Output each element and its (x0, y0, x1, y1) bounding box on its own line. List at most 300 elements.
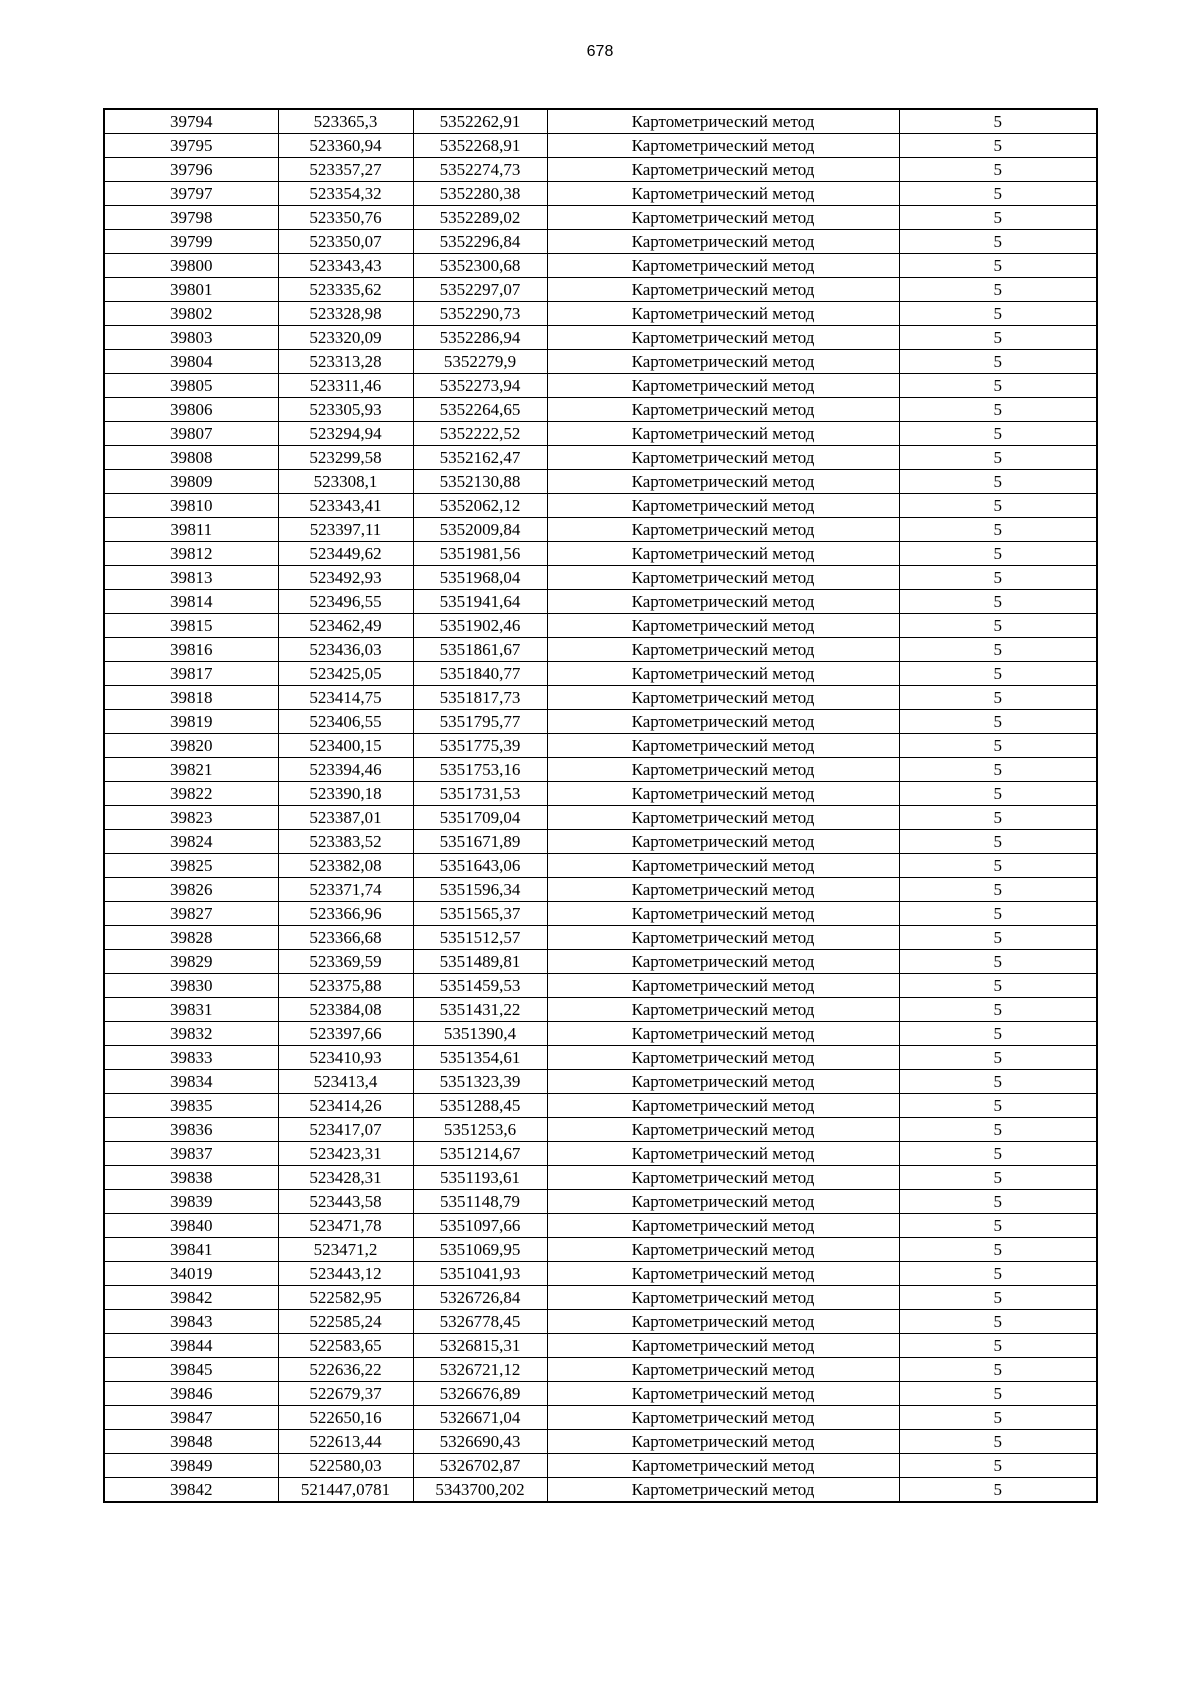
method-cell: Картометрический метод (547, 470, 899, 494)
table-row (104, 422, 1097, 446)
x-coordinate-cell: 523413,4 (278, 1070, 413, 1094)
accuracy-cell: 5 (899, 374, 1097, 398)
y-coordinate-cell: 5352222,52 (413, 422, 547, 446)
y-coordinate-cell: 5351253,6 (413, 1118, 547, 1142)
method-cell: Картометрический метод (547, 158, 899, 182)
accuracy-cell: 5 (899, 1142, 1097, 1166)
point-number-cell: 39839 (104, 1190, 278, 1214)
accuracy-cell: 5 (899, 230, 1097, 254)
method-cell: Картометрический метод (547, 1358, 899, 1382)
coordinates-table (103, 108, 1098, 1503)
method-cell: Картометрический метод (547, 374, 899, 398)
point-number-cell: 39799 (104, 230, 278, 254)
table-row (104, 782, 1097, 806)
table-row (104, 109, 1097, 134)
point-number-cell: 39835 (104, 1094, 278, 1118)
y-coordinate-cell: 5326778,45 (413, 1310, 547, 1334)
x-coordinate-cell: 523443,12 (278, 1262, 413, 1286)
accuracy-cell: 5 (899, 878, 1097, 902)
x-coordinate-cell: 523375,88 (278, 974, 413, 998)
accuracy-cell: 5 (899, 902, 1097, 926)
table-row (104, 1166, 1097, 1190)
y-coordinate-cell: 5326726,84 (413, 1286, 547, 1310)
x-coordinate-cell: 523371,74 (278, 878, 413, 902)
y-coordinate-cell: 5351288,45 (413, 1094, 547, 1118)
table-row (104, 686, 1097, 710)
table-row (104, 1286, 1097, 1310)
method-cell: Картометрический метод (547, 1406, 899, 1430)
table-row (104, 518, 1097, 542)
point-number-cell: 39848 (104, 1430, 278, 1454)
point-number-cell: 39834 (104, 1070, 278, 1094)
x-coordinate-cell: 523313,28 (278, 350, 413, 374)
x-coordinate-cell: 523417,07 (278, 1118, 413, 1142)
y-coordinate-cell: 5351840,77 (413, 662, 547, 686)
method-cell: Картометрический метод (547, 326, 899, 350)
y-coordinate-cell: 5351354,61 (413, 1046, 547, 1070)
accuracy-cell: 5 (899, 518, 1097, 542)
table-row (104, 902, 1097, 926)
point-number-cell: 39825 (104, 854, 278, 878)
y-coordinate-cell: 5352286,94 (413, 326, 547, 350)
y-coordinate-cell: 5326721,12 (413, 1358, 547, 1382)
accuracy-cell: 5 (899, 566, 1097, 590)
y-coordinate-cell: 5351390,4 (413, 1022, 547, 1046)
table-row (104, 1334, 1097, 1358)
y-coordinate-cell: 5352273,94 (413, 374, 547, 398)
point-number-cell: 39831 (104, 998, 278, 1022)
table-row (104, 566, 1097, 590)
x-coordinate-cell: 522636,22 (278, 1358, 413, 1382)
y-coordinate-cell: 5351459,53 (413, 974, 547, 998)
point-number-cell: 39843 (104, 1310, 278, 1334)
point-number-cell: 39812 (104, 542, 278, 566)
accuracy-cell: 5 (899, 806, 1097, 830)
accuracy-cell: 5 (899, 1310, 1097, 1334)
method-cell: Картометрический метод (547, 1070, 899, 1094)
method-cell: Картометрический метод (547, 1190, 899, 1214)
y-coordinate-cell: 5351069,95 (413, 1238, 547, 1262)
point-number-cell: 39815 (104, 614, 278, 638)
x-coordinate-cell: 523382,08 (278, 854, 413, 878)
x-coordinate-cell: 523414,75 (278, 686, 413, 710)
table-row (104, 278, 1097, 302)
method-cell: Картометрический метод (547, 830, 899, 854)
accuracy-cell: 5 (899, 974, 1097, 998)
point-number-cell: 39845 (104, 1358, 278, 1382)
y-coordinate-cell: 5351214,67 (413, 1142, 547, 1166)
method-cell: Картометрический метод (547, 758, 899, 782)
x-coordinate-cell: 523436,03 (278, 638, 413, 662)
method-cell: Картометрический метод (547, 1262, 899, 1286)
y-coordinate-cell: 5352280,38 (413, 182, 547, 206)
accuracy-cell: 5 (899, 1118, 1097, 1142)
accuracy-cell: 5 (899, 422, 1097, 446)
point-number-cell: 39809 (104, 470, 278, 494)
x-coordinate-cell: 523397,11 (278, 518, 413, 542)
accuracy-cell: 5 (899, 1046, 1097, 1070)
y-coordinate-cell: 5352290,73 (413, 302, 547, 326)
method-cell: Картометрический метод (547, 974, 899, 998)
x-coordinate-cell: 522580,03 (278, 1454, 413, 1478)
accuracy-cell: 5 (899, 950, 1097, 974)
point-number-cell: 39832 (104, 1022, 278, 1046)
x-coordinate-cell: 523400,15 (278, 734, 413, 758)
y-coordinate-cell: 5343700,202 (413, 1478, 547, 1503)
table-row (104, 134, 1097, 158)
method-cell: Картометрический метод (547, 398, 899, 422)
point-number-cell: 39806 (104, 398, 278, 422)
point-number-cell: 39807 (104, 422, 278, 446)
x-coordinate-cell: 523328,98 (278, 302, 413, 326)
accuracy-cell: 5 (899, 446, 1097, 470)
method-cell: Картометрический метод (547, 878, 899, 902)
x-coordinate-cell: 522585,24 (278, 1310, 413, 1334)
point-number-cell: 34019 (104, 1262, 278, 1286)
point-number-cell: 39795 (104, 134, 278, 158)
point-number-cell: 39840 (104, 1214, 278, 1238)
method-cell: Картометрический метод (547, 109, 899, 134)
x-coordinate-cell: 523471,78 (278, 1214, 413, 1238)
y-coordinate-cell: 5351041,93 (413, 1262, 547, 1286)
x-coordinate-cell: 523425,05 (278, 662, 413, 686)
method-cell: Картометрический метод (547, 518, 899, 542)
x-coordinate-cell: 523428,31 (278, 1166, 413, 1190)
table-row (104, 398, 1097, 422)
point-number-cell: 39846 (104, 1382, 278, 1406)
point-number-cell: 39819 (104, 710, 278, 734)
point-number-cell: 39813 (104, 566, 278, 590)
y-coordinate-cell: 5352268,91 (413, 134, 547, 158)
table-row (104, 230, 1097, 254)
table-row (104, 806, 1097, 830)
accuracy-cell: 5 (899, 686, 1097, 710)
point-number-cell: 39805 (104, 374, 278, 398)
accuracy-cell: 5 (899, 1190, 1097, 1214)
coordinates-table-body (104, 109, 1097, 1502)
x-coordinate-cell: 523354,32 (278, 182, 413, 206)
point-number-cell: 39826 (104, 878, 278, 902)
y-coordinate-cell: 5351968,04 (413, 566, 547, 590)
x-coordinate-cell: 523387,01 (278, 806, 413, 830)
accuracy-cell: 5 (899, 1454, 1097, 1478)
y-coordinate-cell: 5352062,12 (413, 494, 547, 518)
table-row (104, 1214, 1097, 1238)
x-coordinate-cell: 523462,49 (278, 614, 413, 638)
y-coordinate-cell: 5351193,61 (413, 1166, 547, 1190)
accuracy-cell: 5 (899, 1214, 1097, 1238)
y-coordinate-cell: 5352289,02 (413, 206, 547, 230)
method-cell: Картометрический метод (547, 1022, 899, 1046)
accuracy-cell: 5 (899, 134, 1097, 158)
table-row (104, 614, 1097, 638)
y-coordinate-cell: 5351671,89 (413, 830, 547, 854)
y-coordinate-cell: 5352274,73 (413, 158, 547, 182)
method-cell: Картометрический метод (547, 1118, 899, 1142)
x-coordinate-cell: 523311,46 (278, 374, 413, 398)
y-coordinate-cell: 5352264,65 (413, 398, 547, 422)
x-coordinate-cell: 523406,55 (278, 710, 413, 734)
method-cell: Картометрический метод (547, 1478, 899, 1503)
table-row (104, 1430, 1097, 1454)
y-coordinate-cell: 5351709,04 (413, 806, 547, 830)
x-coordinate-cell: 523366,96 (278, 902, 413, 926)
point-number-cell: 39827 (104, 902, 278, 926)
point-number-cell: 39796 (104, 158, 278, 182)
x-coordinate-cell: 523384,08 (278, 998, 413, 1022)
method-cell: Картометрический метод (547, 926, 899, 950)
method-cell: Картометрический метод (547, 134, 899, 158)
accuracy-cell: 5 (899, 1430, 1097, 1454)
y-coordinate-cell: 5351565,37 (413, 902, 547, 926)
y-coordinate-cell: 5351981,56 (413, 542, 547, 566)
point-number-cell: 39802 (104, 302, 278, 326)
accuracy-cell: 5 (899, 1094, 1097, 1118)
accuracy-cell: 5 (899, 782, 1097, 806)
accuracy-cell: 5 (899, 326, 1097, 350)
table-row (104, 638, 1097, 662)
point-number-cell: 39800 (104, 254, 278, 278)
method-cell: Картометрический метод (547, 854, 899, 878)
point-number-cell: 39836 (104, 1118, 278, 1142)
y-coordinate-cell: 5326676,89 (413, 1382, 547, 1406)
accuracy-cell: 5 (899, 470, 1097, 494)
x-coordinate-cell: 523350,76 (278, 206, 413, 230)
accuracy-cell: 5 (899, 854, 1097, 878)
point-number-cell: 39798 (104, 206, 278, 230)
method-cell: Картометрический метод (547, 1382, 899, 1406)
accuracy-cell: 5 (899, 1334, 1097, 1358)
x-coordinate-cell: 523299,58 (278, 446, 413, 470)
y-coordinate-cell: 5351795,77 (413, 710, 547, 734)
table-row (104, 1262, 1097, 1286)
x-coordinate-cell: 523496,55 (278, 590, 413, 614)
table-row (104, 158, 1097, 182)
point-number-cell: 39804 (104, 350, 278, 374)
x-coordinate-cell: 523423,31 (278, 1142, 413, 1166)
method-cell: Картометрический метод (547, 1142, 899, 1166)
y-coordinate-cell: 5352262,91 (413, 109, 547, 134)
table-row (104, 926, 1097, 950)
y-coordinate-cell: 5351148,79 (413, 1190, 547, 1214)
method-cell: Картометрический метод (547, 1238, 899, 1262)
point-number-cell: 39838 (104, 1166, 278, 1190)
point-number-cell: 39842 (104, 1478, 278, 1503)
method-cell: Картометрический метод (547, 710, 899, 734)
point-number-cell: 39803 (104, 326, 278, 350)
table-row (104, 1142, 1097, 1166)
point-number-cell: 39817 (104, 662, 278, 686)
x-coordinate-cell: 523394,46 (278, 758, 413, 782)
accuracy-cell: 5 (899, 662, 1097, 686)
method-cell: Картометрический метод (547, 566, 899, 590)
method-cell: Картометрический метод (547, 206, 899, 230)
method-cell: Картометрический метод (547, 590, 899, 614)
x-coordinate-cell: 522679,37 (278, 1382, 413, 1406)
y-coordinate-cell: 5352297,07 (413, 278, 547, 302)
x-coordinate-cell: 523471,2 (278, 1238, 413, 1262)
table-row (104, 374, 1097, 398)
y-coordinate-cell: 5351775,39 (413, 734, 547, 758)
point-number-cell: 39811 (104, 518, 278, 542)
x-coordinate-cell: 523369,59 (278, 950, 413, 974)
y-coordinate-cell: 5351902,46 (413, 614, 547, 638)
point-number-cell: 39841 (104, 1238, 278, 1262)
method-cell: Картометрический метод (547, 902, 899, 926)
accuracy-cell: 5 (899, 1022, 1097, 1046)
x-coordinate-cell: 521447,0781 (278, 1478, 413, 1503)
accuracy-cell: 5 (899, 926, 1097, 950)
accuracy-cell: 5 (899, 109, 1097, 134)
table-row (104, 1046, 1097, 1070)
accuracy-cell: 5 (899, 830, 1097, 854)
page-number: 678 (586, 43, 614, 60)
x-coordinate-cell: 523357,27 (278, 158, 413, 182)
y-coordinate-cell: 5326690,43 (413, 1430, 547, 1454)
point-number-cell: 39849 (104, 1454, 278, 1478)
x-coordinate-cell: 523343,43 (278, 254, 413, 278)
accuracy-cell: 5 (899, 614, 1097, 638)
table-row (104, 758, 1097, 782)
accuracy-cell: 5 (899, 1286, 1097, 1310)
x-coordinate-cell: 523308,1 (278, 470, 413, 494)
accuracy-cell: 5 (899, 254, 1097, 278)
point-number-cell: 39833 (104, 1046, 278, 1070)
point-number-cell: 39823 (104, 806, 278, 830)
table-row (104, 1406, 1097, 1430)
accuracy-cell: 5 (899, 158, 1097, 182)
x-coordinate-cell: 523390,18 (278, 782, 413, 806)
table-row (104, 470, 1097, 494)
method-cell: Картометрический метод (547, 1334, 899, 1358)
accuracy-cell: 5 (899, 302, 1097, 326)
method-cell: Картометрический метод (547, 1094, 899, 1118)
point-number-cell: 39830 (104, 974, 278, 998)
point-number-cell: 39810 (104, 494, 278, 518)
y-coordinate-cell: 5351753,16 (413, 758, 547, 782)
point-number-cell: 39844 (104, 1334, 278, 1358)
table-row (104, 998, 1097, 1022)
y-coordinate-cell: 5326702,87 (413, 1454, 547, 1478)
accuracy-cell: 5 (899, 206, 1097, 230)
x-coordinate-cell: 523443,58 (278, 1190, 413, 1214)
table-row (104, 734, 1097, 758)
method-cell: Картометрический метод (547, 686, 899, 710)
x-coordinate-cell: 523320,09 (278, 326, 413, 350)
point-number-cell: 39822 (104, 782, 278, 806)
table-row (104, 1358, 1097, 1382)
method-cell: Картометрический метод (547, 182, 899, 206)
table-row (104, 710, 1097, 734)
accuracy-cell: 5 (899, 758, 1097, 782)
accuracy-cell: 5 (899, 350, 1097, 374)
x-coordinate-cell: 523294,94 (278, 422, 413, 446)
accuracy-cell: 5 (899, 1382, 1097, 1406)
table-row (104, 1310, 1097, 1334)
table-row (104, 1094, 1097, 1118)
y-coordinate-cell: 5352009,84 (413, 518, 547, 542)
table-row (104, 1118, 1097, 1142)
method-cell: Картометрический метод (547, 806, 899, 830)
method-cell: Картометрический метод (547, 1166, 899, 1190)
table-row (104, 446, 1097, 470)
accuracy-cell: 5 (899, 734, 1097, 758)
method-cell: Картометрический метод (547, 1430, 899, 1454)
method-cell: Картометрический метод (547, 998, 899, 1022)
y-coordinate-cell: 5351489,81 (413, 950, 547, 974)
accuracy-cell: 5 (899, 590, 1097, 614)
point-number-cell: 39821 (104, 758, 278, 782)
accuracy-cell: 5 (899, 1238, 1097, 1262)
table-row (104, 1238, 1097, 1262)
method-cell: Картометрический метод (547, 542, 899, 566)
x-coordinate-cell: 523305,93 (278, 398, 413, 422)
x-coordinate-cell: 523360,94 (278, 134, 413, 158)
point-number-cell: 39842 (104, 1286, 278, 1310)
point-number-cell: 39820 (104, 734, 278, 758)
x-coordinate-cell: 522650,16 (278, 1406, 413, 1430)
y-coordinate-cell: 5352296,84 (413, 230, 547, 254)
method-cell: Картометрический метод (547, 662, 899, 686)
accuracy-cell: 5 (899, 1478, 1097, 1503)
table-row (104, 326, 1097, 350)
y-coordinate-cell: 5351643,06 (413, 854, 547, 878)
accuracy-cell: 5 (899, 1406, 1097, 1430)
table-row (104, 494, 1097, 518)
point-number-cell: 39816 (104, 638, 278, 662)
y-coordinate-cell: 5352130,88 (413, 470, 547, 494)
y-coordinate-cell: 5351512,57 (413, 926, 547, 950)
method-cell: Картометрический метод (547, 782, 899, 806)
x-coordinate-cell: 523335,62 (278, 278, 413, 302)
accuracy-cell: 5 (899, 710, 1097, 734)
table-row (104, 1478, 1097, 1503)
point-number-cell: 39818 (104, 686, 278, 710)
point-number-cell: 39829 (104, 950, 278, 974)
method-cell: Картометрический метод (547, 1214, 899, 1238)
table-row (104, 1190, 1097, 1214)
table-row (104, 662, 1097, 686)
method-cell: Картометрический метод (547, 1310, 899, 1334)
method-cell: Картометрический метод (547, 1286, 899, 1310)
y-coordinate-cell: 5352300,68 (413, 254, 547, 278)
y-coordinate-cell: 5326815,31 (413, 1334, 547, 1358)
accuracy-cell: 5 (899, 278, 1097, 302)
x-coordinate-cell: 523410,93 (278, 1046, 413, 1070)
x-coordinate-cell: 523449,62 (278, 542, 413, 566)
table-row (104, 590, 1097, 614)
x-coordinate-cell: 523366,68 (278, 926, 413, 950)
method-cell: Картометрический метод (547, 494, 899, 518)
y-coordinate-cell: 5351817,73 (413, 686, 547, 710)
point-number-cell: 39808 (104, 446, 278, 470)
accuracy-cell: 5 (899, 1166, 1097, 1190)
y-coordinate-cell: 5351323,39 (413, 1070, 547, 1094)
y-coordinate-cell: 5351596,34 (413, 878, 547, 902)
y-coordinate-cell: 5351731,53 (413, 782, 547, 806)
table-row (104, 254, 1097, 278)
method-cell: Картометрический метод (547, 734, 899, 758)
point-number-cell: 39797 (104, 182, 278, 206)
x-coordinate-cell: 523414,26 (278, 1094, 413, 1118)
table-row (104, 1022, 1097, 1046)
point-number-cell: 39837 (104, 1142, 278, 1166)
method-cell: Картометрический метод (547, 422, 899, 446)
point-number-cell: 39824 (104, 830, 278, 854)
method-cell: Картометрический метод (547, 254, 899, 278)
x-coordinate-cell: 522613,44 (278, 1430, 413, 1454)
table-row (104, 830, 1097, 854)
